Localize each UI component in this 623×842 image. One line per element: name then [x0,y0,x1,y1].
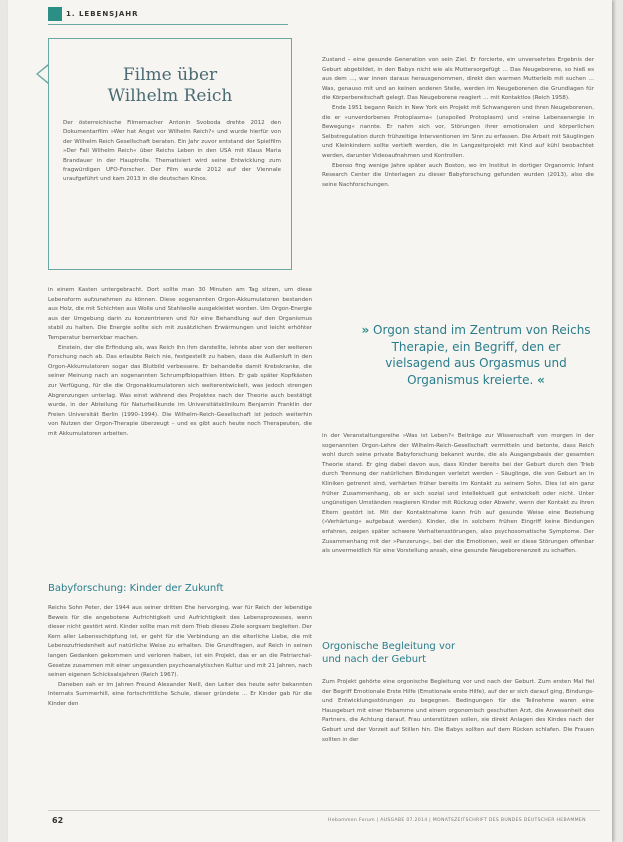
info-box-title [49,65,291,107]
info-box [48,38,292,270]
section-heading-begleitung [322,640,455,666]
paragraph: in der Veranstaltungsreihe »Was ist Leben?« Beiträge zur Wissenschaft von morgen in der sogenannten Orgon-Lehre der Wilhelm-Reich-Gesellschaft vermitteln und betonte, dass Reich wohl durch seine private Babyforschung bekannt wurde, die als Ausgangsbasis der gesamten Theorie stand. Er ging dabei davon aus, dass Kinder bereits bei der Geburt durch den Trieb durch Trennung der natürlichen Bindungen verletzt werden – Säuglinge, die von Geburt an in Kliniken getrennt sind, verhärten früher bereits im Kontakt zu seinem Sohn. Dies ist ein ganz früher Zusammenhang, ob er sich sozial und intellektuell gut entwickelt oder nicht. Unter ungünstigen Umständen reagieren Kinder mit Rückzug oder Abwehr, wenn der Kontakt zu ihren Eltern gestört ist. Mit der Kontaktnahme kann früh auf gesunde Weise eine Beziehung (»Verhärtung« aufgebaut werden). Kinder, die in solchem frühen Eingriff keine Bindungen erfahren, zeigen später schwere Verhaltensstörungen, also psychosomatische Symptome. Der Zusammenhang mit der »Panzerung«, bei der die Emotionen, weil er diese Störungen offenbar als unvermeidlich für eine Vorstellung ansah, eine gesunde Neugeborenenzeit zu schaffen. [322,433,594,555]
paragraph: Reichs Sohn Peter, der 1944 aus seiner dritten Ehe hervorging, war für Reich der lebendige Beweis für die angebotene Aufrichtigkeit und Aufrichtigkeit des Lebensprozesses, wenn dieser nicht gestört wird. Kinder sollte man mit dem Trieb dieses Ziele sorgsam begleiten. Der Kern aller Lebensschöpfung ist, er geht für die Verbindung an die elterliche Liebe, die mit Lebenszufriedenheit auf natürliche Weise zu erhalten. Die Grundfragen, auf Reich in seinen langen Gedanken gekommen und verloren haben, ist ein Projekt, das er an die Patriarchal-Gesetze zusammen mit einer ungesunden psychoanalytischen Kultur und mit 21 Jahren, nach seinen eigenen Schicksalsjahren (Reich 1967). [48,605,312,679]
paragraph: Einstein, der die Erfindung als, was Reich ihn ihm darstellte, lehnte aber von der weiteren Forschung nach ab. Das erlaubte Reich nie, festgestellt zu haben, dass die Außenluft in den Orgon-Akkumulatoren sogar das Blutbild verbessere. Er behandelte damit Krebskranke, die seiner Meinung nach an sogenannten Schrumpfbiopathien litten. Er gab später Kopfkästen zur Verfügung, für die die Orgonakkumulatoren sich weiterentwickelt, was jedoch strengen Abgrenzungen unterlag. Was einst während des Projektes nach der Theorie auch bestätigt wurde, in der Abteilung für Naturheilkunde im Universitätsklinikum Benjamin Franklin der Freien Universität Berlin (1990–1994). Die Wilhelm-Reich-Gesellschaft ist jedoch weiterhin von Nutzen der Orgon-Therapie überzeugt – und es gibt auch heute noch Therapeuten, die mit Akkumulatoren arbeiten. [48,344,312,437]
chapter-marker [48,7,62,21]
section-heading-line1: Orgonische Begleitung vor [322,641,456,652]
box-pointer-inner [38,66,48,82]
footer-rule [48,810,600,811]
page-number: 62 [52,816,64,825]
paragraph: in einem Kasten untergebracht. Dort sollte man 30 Minuten am Tag sitzen, um diese Lebensform aufzunehmen zu können. Diese sogenannten Orgon-Akkumulatoren bestanden aus Holz, die mit Schichten aus Wolle und Stahlwolle ausgekleidet worden. Um Orgon-Energie aus der Umgebung darin zu konzentrieren und für eine Behandlung auf den Organismus stabil zu halten. Die Energie sollte sich mit zusätzlichen Erwärmungen und leicht erhöhter Temperatur bemerkbar machen. [48,287,312,341]
right-column-bottom [322,678,594,745]
left-column-bottom [48,604,312,710]
quote-open-mark: » [361,323,370,337]
pull-quote [358,322,594,388]
chapter-header [48,6,139,22]
section-heading-line2: und nach der Geburt [322,654,427,665]
info-box-body: Der österreichische Filmemacher Antonin Svoboda drehte 2012 den Dokumentarfilm »Wer hat Angst vor Wilhelm Reich?« und wurde hierfür von der Wilhelm Reich Gesellschaft beraten. Ein Jahr zuvor entstand der Spielfilm »Der Fall Wilhelm Reich« über Reichs Leben in den USA mit Klaus Maria Brandauer in der Hauptrolle. Thematisiert wird seine Entwicklung zum fragwürdigen UFO-Forscher. Der Film wurde 2012 auf der Viennale uraufgeführt und kam 2013 in die deutschen Kinos. [63,120,281,183]
header-rule [48,24,288,25]
page [8,0,612,842]
section-heading-babyforschung: Babyforschung: Kinder der Zukunft [48,583,224,594]
paragraph: Zustand – eine gesunde Generation von sein Ziel. Er forcierte, ein unversehrtes Ergebnis der Geburt abgebildet, in den Babys nicht wie als Muttersorgefügt … Das Neugeborene, so hieß es aus dem …, war innen daraus herausgenommen, direkt den warmen Mutterleib mit suchen … Was, genauso mit und an keinen anderen Stelle, werden im Neugeborenen die Grundlagen für die Körperbereitschaft gelegt. Das Neugeborene reagiert … mit Kontaktlos (Reich 1958). [322,57,594,102]
quote-close-mark: « [537,372,545,387]
right-column-top [322,56,594,190]
paragraph: Ebenso fing wenige Jahre später auch Boston, wo im Institut in dortiger Organomic Infant Research Center die Unterlagen zu dieser Babyforschung gefunden wurden (2013), also die seine Nachforschungen. [322,162,594,188]
info-box-title-line1: Filme über [122,65,218,85]
footer-text: Hebammen Forum | AUSGABE 07.2014 | MONATSZEITSCHRIFT DES BUNDES DEUTSCHER HEBAMMEN [328,818,586,823]
info-box-title-line2: Wilhelm Reich [107,86,233,106]
paragraph: Daneben sah er im Jahren Freund Alexander Neill, den Leiter des heute sehr bekannten Internats Summerhill, eine fortschrittliche Schule, dieser gründete … Er Kinder gab für die Kinder den [48,681,312,707]
chapter-title: 1. LEBENSJAHR [66,10,139,18]
left-column-middle [48,286,312,440]
right-column-middle [322,432,594,557]
quote-text: Orgon stand im Zentrum von Reichs Therapie, ein Begriff, den er vielsagend aus Orgasmus und Organismus kreierte. [373,323,591,387]
paragraph: Zum Projekt gehörte eine orgonische Begleitung vor und nach der Geburt. Zum ersten Mal fiel der Begriff Emotionale Erste Hilfe (Emotionale erste Hilfe), auf der er sich darauf ging, Bindungs- und Entwicklungsstörungen zu begegnen. Bedingungen für die Teilnehme waren eine Hausgeburt mit einer Hebamme und einem orgonomisch geschulten Arzt, die Anwesenheit des Partners, die Achtung darauf, Frau unterstützen sollen, sie direkt Anlagen des Kindes nach der Geburt und der Vorzeit auf Stillen hin. Die Babys sollten auf dem Rücken schlafen. Die Frauen sollten in der [322,679,594,743]
paragraph: Ende 1951 begann Reich in New York ein Projekt mit Schwangeren und ihren Neugeborenen, die er »unverdorbenes Protoplasma« (unspoiled Protoplasm) und »reine Lebensenergie in Bewegung« nannte. Er nahm sich vor, Störungen ihrer emotionalen und körperlichen Selbstregulation durch frühzeitige Interventionen im Sinn zu erfassen. Die Arbeit mit Säuglingen und Kleinkindern sollte vertieft werden, die in Langzeitprojekt mit Kind auf kühl beobachtet werden, darunter Videoaufnahmen und Kontrollen. [322,104,594,159]
